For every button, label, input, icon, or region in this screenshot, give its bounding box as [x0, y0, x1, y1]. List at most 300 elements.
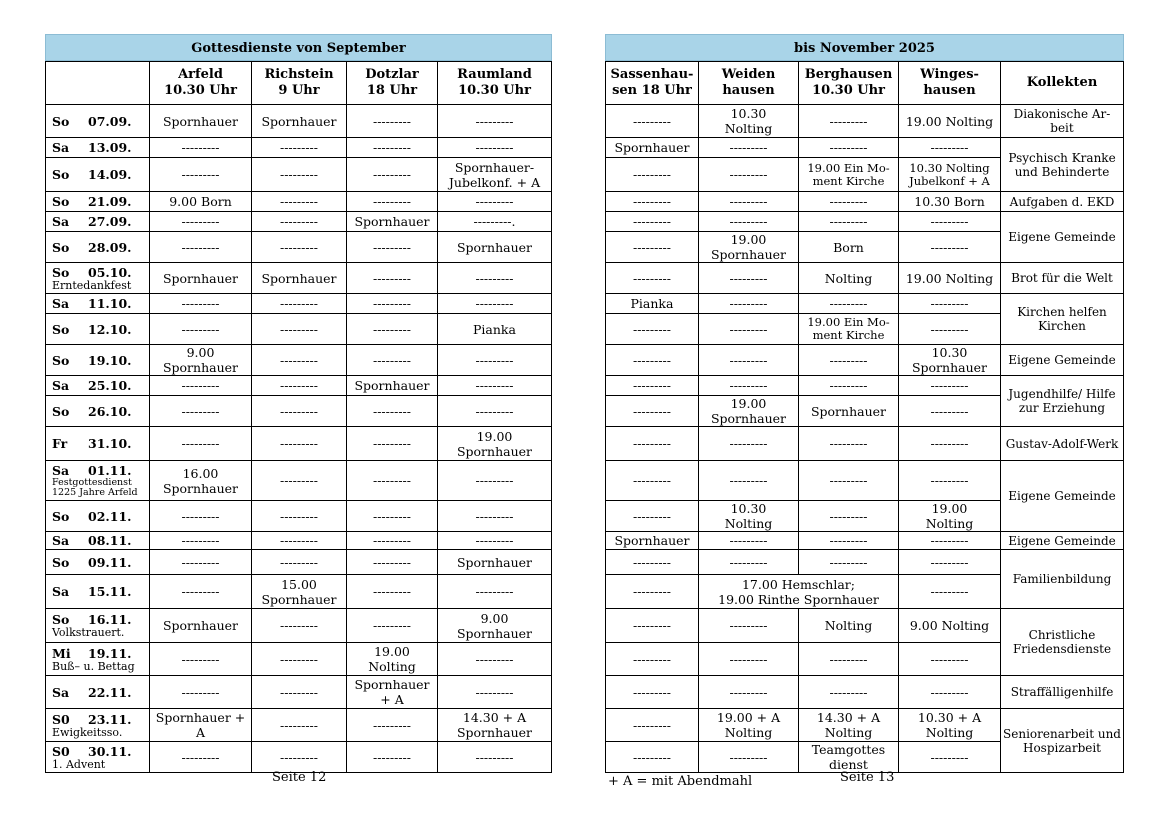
left-banner: Gottesdienste von September: [45, 34, 552, 61]
service-cell: ---------: [899, 550, 1001, 575]
schedule-row: [606, 676, 1124, 709]
service-cell: ---------: [899, 212, 1001, 232]
service-cell: ---------: [252, 676, 347, 709]
schedule-row: [46, 427, 552, 461]
service-cell: ---------: [150, 294, 252, 314]
weekday: Sa: [52, 378, 70, 393]
service-cell: Born: [799, 232, 899, 263]
date-cell: [46, 461, 150, 501]
occasion-label: Festgottesdienst 1225 Jahre Arfeld: [52, 477, 138, 498]
service-cell: ---------: [347, 461, 438, 501]
service-cell: 19.00 Nolting: [899, 263, 1001, 294]
service-cell: 10.30 Nolting Jubelkonf + A: [899, 158, 1001, 192]
date: 12.10.: [88, 321, 132, 337]
service-cell: 10.30 + A Nolting: [899, 709, 1001, 742]
schedule-row: [46, 709, 552, 742]
schedule-row: [46, 609, 552, 643]
service-cell: ---------: [699, 461, 799, 501]
weekday: Sa: [52, 533, 70, 548]
service-cell: Spornhauer: [799, 396, 899, 427]
service-cell: ---------: [699, 345, 799, 376]
service-cell: ---------: [606, 461, 699, 501]
service-cell: 9.00 Born: [150, 192, 252, 212]
service-cell: ---------: [799, 550, 899, 575]
service-cell: ---------: [150, 138, 252, 158]
date: 23.11.: [88, 711, 132, 727]
schedule-row: [606, 709, 1124, 742]
service-cell: ---------: [438, 501, 552, 532]
service-cell: ---------: [438, 742, 552, 773]
kollekte-cell: Brot für die Welt: [1001, 263, 1124, 294]
schedule-row: [46, 212, 552, 232]
service-cell: ---------: [606, 643, 699, 676]
service-cell: ---------: [252, 314, 347, 345]
date: 25.10.: [88, 378, 132, 393]
service-cell: ---------: [699, 643, 799, 676]
service-cell: ---------: [347, 575, 438, 609]
service-cell: ---------: [606, 314, 699, 345]
service-cell: ---------: [252, 376, 347, 396]
service-cell: ---------: [606, 158, 699, 192]
date: 05.10.: [88, 264, 132, 280]
date: 09.11.: [88, 554, 132, 570]
service-cell: ---------: [799, 345, 899, 376]
service-cell: ---------: [799, 501, 899, 532]
service-cell: 17.00 Hemschlar; 19.00 Rinthe Spornhauer: [699, 575, 899, 609]
date-cell: [46, 294, 150, 314]
header-berghausen: Berghausen 10.30 Uhr: [799, 62, 899, 105]
service-cell: ---------: [799, 376, 899, 396]
service-cell: ---------: [252, 550, 347, 575]
service-cell: ---------: [799, 138, 899, 158]
service-cell: ---------: [899, 376, 1001, 396]
schedule-row: [606, 138, 1124, 158]
service-cell: ---------: [606, 376, 699, 396]
date: 21.09.: [88, 194, 132, 209]
right-schedule-table: [605, 61, 1124, 773]
service-cell: 14.30 + A Spornhauer: [438, 709, 552, 742]
schedule-row: [606, 263, 1124, 294]
service-cell: ---------: [252, 643, 347, 676]
service-cell: ---------: [799, 427, 899, 461]
date-cell: [46, 709, 150, 742]
weekday: So: [52, 554, 70, 570]
service-cell: ---------: [606, 263, 699, 294]
schedule-row: [46, 396, 552, 427]
date: 13.09.: [88, 140, 132, 155]
date-cell: [46, 501, 150, 532]
service-cell: ---------: [438, 294, 552, 314]
service-cell: ---------: [699, 294, 799, 314]
kollekte-cell: Straffälligenhilfe: [1001, 676, 1124, 709]
abendmahl-note: + A = mit Abendmahl: [608, 774, 753, 789]
page-right: [605, 34, 1124, 773]
service-cell: ---------: [347, 232, 438, 263]
service-cell: ---------: [252, 192, 347, 212]
service-cell: ---------: [899, 232, 1001, 263]
service-cell: 14.30 + A Nolting: [799, 709, 899, 742]
header-dotzlar: Dotzlar 18 Uhr: [347, 62, 438, 105]
kollekte-cell: Kirchen helfen Kirchen: [1001, 294, 1124, 345]
service-cell: ---------: [606, 501, 699, 532]
schedule-row: [606, 427, 1124, 461]
service-cell: ---------: [606, 676, 699, 709]
schedule-row: [46, 532, 552, 550]
page-number-left: Seite 12: [272, 770, 327, 785]
date-cell: [46, 550, 150, 575]
schedule-row: [606, 609, 1124, 643]
date-cell: [46, 105, 150, 138]
service-cell: 19.00 Ein Mo- ment Kirche: [799, 158, 899, 192]
date: 08.11.: [88, 533, 132, 548]
date: 26.10.: [88, 403, 132, 419]
date-cell: [46, 532, 150, 550]
service-cell: ---------: [606, 212, 699, 232]
service-cell: ---------: [899, 396, 1001, 427]
date-cell: [46, 263, 150, 294]
schedule-row: [46, 138, 552, 158]
service-cell: ---------: [150, 742, 252, 773]
service-cell: ---------: [347, 427, 438, 461]
date-cell: [46, 158, 150, 192]
service-cell: ---------: [438, 138, 552, 158]
kollekte-cell: Aufgaben d. EKD: [1001, 192, 1124, 212]
service-cell: ---------: [899, 532, 1001, 550]
service-cell: Spornhauer: [252, 105, 347, 138]
service-cell: ---------: [438, 345, 552, 376]
left-schedule-table: [45, 61, 552, 773]
service-cell: Spornhauer: [347, 376, 438, 396]
service-cell: 10.30 Spornhauer: [899, 345, 1001, 376]
service-cell: 15.00 Spornhauer: [252, 575, 347, 609]
service-cell: ---------: [606, 709, 699, 742]
service-cell: ---------: [347, 294, 438, 314]
service-cell: ---------: [799, 461, 899, 501]
service-cell: ---------: [606, 105, 699, 138]
weekday: So: [52, 321, 70, 337]
service-cell: 19.00 Ein Mo- ment Kirche: [799, 314, 899, 345]
service-cell: ---------: [799, 212, 899, 232]
date: 16.11.: [88, 612, 132, 627]
weekday: So: [52, 264, 70, 280]
service-cell: ---------: [699, 550, 799, 575]
service-cell: ---------: [899, 575, 1001, 609]
schedule-row: [46, 345, 552, 376]
weekday: Sa: [52, 140, 70, 155]
service-cell: ---------: [252, 532, 347, 550]
date: 30.11.: [88, 743, 132, 759]
date-cell: [46, 609, 150, 643]
service-cell: ---------: [150, 550, 252, 575]
date-cell: [46, 742, 150, 773]
service-cell: Pianka: [438, 314, 552, 345]
schedule-row: [606, 105, 1124, 138]
occasion-label: 1. Advent: [52, 757, 106, 771]
weekday: So: [52, 508, 70, 524]
service-cell: ---------: [699, 609, 799, 643]
weekday: Sa: [52, 463, 70, 478]
service-cell: ---------: [606, 192, 699, 212]
weekday: So: [52, 612, 70, 627]
date: 22.11.: [88, 684, 132, 700]
service-cell: Spornhauer: [150, 609, 252, 643]
service-cell: ---------: [699, 742, 799, 773]
service-cell: ---------: [252, 158, 347, 192]
service-cell: 19.00 Spornhauer: [438, 427, 552, 461]
service-cell: ---------: [438, 461, 552, 501]
service-cell: ---------: [252, 232, 347, 263]
weekday: So: [52, 403, 70, 419]
service-cell: ---------: [347, 138, 438, 158]
schedule-row: [46, 376, 552, 396]
service-cell: Spornhauer: [150, 263, 252, 294]
weekday: Sa: [52, 296, 70, 311]
date-cell: [46, 314, 150, 345]
service-cell: ---------: [699, 263, 799, 294]
kollekte-cell: Eigene Gemeinde: [1001, 461, 1124, 532]
kollekte-cell: Diakonische Ar- beit: [1001, 105, 1124, 138]
service-cell: ---------: [252, 212, 347, 232]
service-cell: ---------: [347, 396, 438, 427]
service-cell: 10.30 Nolting: [699, 501, 799, 532]
kollekte-cell: Familienbildung: [1001, 550, 1124, 609]
service-cell: Spornhauer: [606, 138, 699, 158]
service-cell: ---------: [438, 643, 552, 676]
service-cell: Spornhauer: [347, 212, 438, 232]
service-cell: Spornhauer: [438, 550, 552, 575]
service-cell: ---------: [699, 212, 799, 232]
date-cell: [46, 396, 150, 427]
service-cell: ---------: [699, 138, 799, 158]
service-cell: 16.00 Spornhauer: [150, 461, 252, 501]
service-cell: ---------: [438, 676, 552, 709]
service-cell: ---------: [438, 396, 552, 427]
date: 28.09.: [88, 239, 132, 255]
service-cell: ---------: [799, 192, 899, 212]
service-cell: ---------: [606, 609, 699, 643]
service-cell: Pianka: [606, 294, 699, 314]
occasion-label: Buß– u. Bettag: [52, 659, 135, 673]
service-cell: ---------: [347, 501, 438, 532]
service-cell: ---------: [438, 532, 552, 550]
service-cell: Spornhauer + A: [150, 709, 252, 742]
date-cell: [46, 212, 150, 232]
kollekte-cell: Gustav-Adolf-Werk: [1001, 427, 1124, 461]
service-cell: ---------: [347, 345, 438, 376]
service-cell: ---------: [606, 345, 699, 376]
service-cell: ---------: [438, 192, 552, 212]
service-cell: ---------: [699, 676, 799, 709]
weekday: So: [52, 352, 70, 368]
service-cell: ---------: [150, 676, 252, 709]
service-cell: 19.00 Nolting: [899, 501, 1001, 532]
schedule-row: [606, 345, 1124, 376]
service-cell: ---------: [799, 676, 899, 709]
weekday: So: [52, 239, 70, 255]
service-cell: ---------: [347, 158, 438, 192]
service-cell: ---------: [252, 461, 347, 501]
occasion-label: Ewigkeitsso.: [52, 725, 123, 739]
schedule-row: [606, 212, 1124, 232]
service-cell: ---------: [899, 294, 1001, 314]
schedule-row: [46, 232, 552, 263]
service-cell: ---------: [606, 232, 699, 263]
service-cell: ---------: [150, 396, 252, 427]
service-cell: ---------: [150, 158, 252, 192]
page-number-right: Seite 13: [840, 770, 895, 785]
service-cell: ---------: [150, 501, 252, 532]
date: 14.09.: [88, 167, 132, 182]
schedule-row: [606, 294, 1124, 314]
date: 19.11.: [88, 645, 132, 661]
service-cell: ---------: [347, 609, 438, 643]
header-richstein: Richstein 9 Uhr: [252, 62, 347, 105]
schedule-row: [46, 676, 552, 709]
service-cell: ---------: [150, 532, 252, 550]
date: 02.11.: [88, 508, 132, 524]
service-cell: ---------: [899, 742, 1001, 773]
service-cell: ---------: [799, 105, 899, 138]
service-cell: ---------: [150, 376, 252, 396]
service-cell: ---------: [799, 294, 899, 314]
service-cell: Spornhauer + A: [347, 676, 438, 709]
service-cell: ---------: [438, 263, 552, 294]
service-cell: ---------: [252, 138, 347, 158]
date: 15.11.: [88, 584, 132, 599]
service-cell: ---------: [252, 345, 347, 376]
service-cell: Nolting: [799, 609, 899, 643]
kollekte-cell: Seniorenarbeit und Hospizarbeit: [1001, 709, 1124, 773]
service-cell: 19.00 Spornhauer: [699, 232, 799, 263]
date: 01.11.: [88, 463, 132, 478]
header-sassenhausen: Sassenhau- sen 18 Uhr: [606, 62, 699, 105]
schedule-row: [46, 461, 552, 501]
kollekte-cell: Psychisch Kranke und Behinderte: [1001, 138, 1124, 192]
date-cell: [46, 643, 150, 676]
service-cell: 9.00 Nolting: [899, 609, 1001, 643]
service-cell: ---------: [150, 575, 252, 609]
service-cell: ---------: [799, 643, 899, 676]
schedule-row: [46, 742, 552, 773]
header-wingeshausen: Winges- hausen: [899, 62, 1001, 105]
schedule-row: [46, 550, 552, 575]
service-cell: Spornhauer- Jubelkonf. + A: [438, 158, 552, 192]
service-cell: ---------: [252, 709, 347, 742]
weekday: Sa: [52, 684, 70, 700]
service-cell: ---------: [799, 532, 899, 550]
service-cell: ---------: [438, 376, 552, 396]
kollekte-cell: Eigene Gemeinde: [1001, 345, 1124, 376]
service-cell: 9.00 Spornhauer: [438, 609, 552, 643]
date: 31.10.: [88, 436, 132, 451]
weekday: Fr: [52, 436, 68, 451]
service-cell: ---------: [347, 709, 438, 742]
weekday: Mi: [52, 645, 71, 661]
service-cell: ---------: [347, 550, 438, 575]
service-cell: ---------: [252, 609, 347, 643]
schedule-row: [46, 158, 552, 192]
date: 27.09.: [88, 214, 132, 229]
header-raumland: Raumland 10.30 Uhr: [438, 62, 552, 105]
schedule-row: [606, 550, 1124, 575]
service-cell: ---------: [899, 643, 1001, 676]
service-cell: ---------: [347, 263, 438, 294]
service-cell: ---------: [699, 376, 799, 396]
service-cell: ---------: [606, 575, 699, 609]
kollekte-cell: Christliche Friedensdienste: [1001, 609, 1124, 676]
service-cell: ---------: [606, 550, 699, 575]
service-cell: ---------: [899, 676, 1001, 709]
schedule-row: [46, 314, 552, 345]
service-cell: ---------: [699, 532, 799, 550]
right-banner: bis November 2025: [605, 34, 1124, 61]
schedule-row: [46, 575, 552, 609]
service-cell: ---------: [699, 427, 799, 461]
service-cell: ---------: [150, 314, 252, 345]
service-cell: ---------: [252, 427, 347, 461]
service-cell: 9.00 Spornhauer: [150, 345, 252, 376]
date: 19.10.: [88, 352, 132, 368]
service-cell: ---------: [699, 158, 799, 192]
schedule-row: [46, 501, 552, 532]
service-cell: ---------: [150, 232, 252, 263]
occasion-label: Volkstrauert.: [52, 626, 125, 639]
date-cell: [46, 192, 150, 212]
weekday: So: [52, 194, 70, 209]
schedule-row: [606, 461, 1124, 501]
service-cell: ---------: [347, 192, 438, 212]
weekday: Sa: [52, 584, 70, 599]
kollekte-cell: Jugendhilfe/ Hilfe zur Erziehung: [1001, 376, 1124, 427]
service-cell: ---------: [699, 192, 799, 212]
service-cell: Spornhauer: [438, 232, 552, 263]
service-cell: ---------: [899, 461, 1001, 501]
service-cell: Spornhauer: [150, 105, 252, 138]
date: 11.10.: [88, 296, 132, 311]
service-cell: ---------: [347, 742, 438, 773]
service-cell: ---------: [438, 575, 552, 609]
schedule-row: [46, 105, 552, 138]
service-cell: 19.00 + A Nolting: [699, 709, 799, 742]
service-cell: ---------: [606, 742, 699, 773]
service-cell: ---------: [252, 294, 347, 314]
service-cell: ---------: [347, 532, 438, 550]
date-cell: [46, 575, 150, 609]
service-cell: ---------: [899, 427, 1001, 461]
service-cell: 19.00 Nolting: [899, 105, 1001, 138]
date-cell: [46, 427, 150, 461]
service-cell: Spornhauer: [606, 532, 699, 550]
service-cell: 19.00 Nolting: [347, 643, 438, 676]
date-cell: [46, 345, 150, 376]
service-cell: ---------: [899, 314, 1001, 345]
date-cell: [46, 138, 150, 158]
schedule-row: [606, 376, 1124, 396]
service-cell: 10.30 Born: [899, 192, 1001, 212]
service-cell: Spornhauer: [252, 263, 347, 294]
service-cell: ---------: [252, 396, 347, 427]
schedule-row: [46, 643, 552, 676]
schedule-row: [606, 192, 1124, 212]
service-cell: ---------: [252, 742, 347, 773]
service-cell: 19.00 Spornhauer: [699, 396, 799, 427]
service-cell: 10.30 Nolting: [699, 105, 799, 138]
weekday: S0: [52, 711, 70, 727]
schedule-row: [606, 532, 1124, 550]
service-cell: ---------: [347, 314, 438, 345]
weekday: S0: [52, 743, 70, 759]
service-cell: Teamgottes dienst: [799, 742, 899, 773]
